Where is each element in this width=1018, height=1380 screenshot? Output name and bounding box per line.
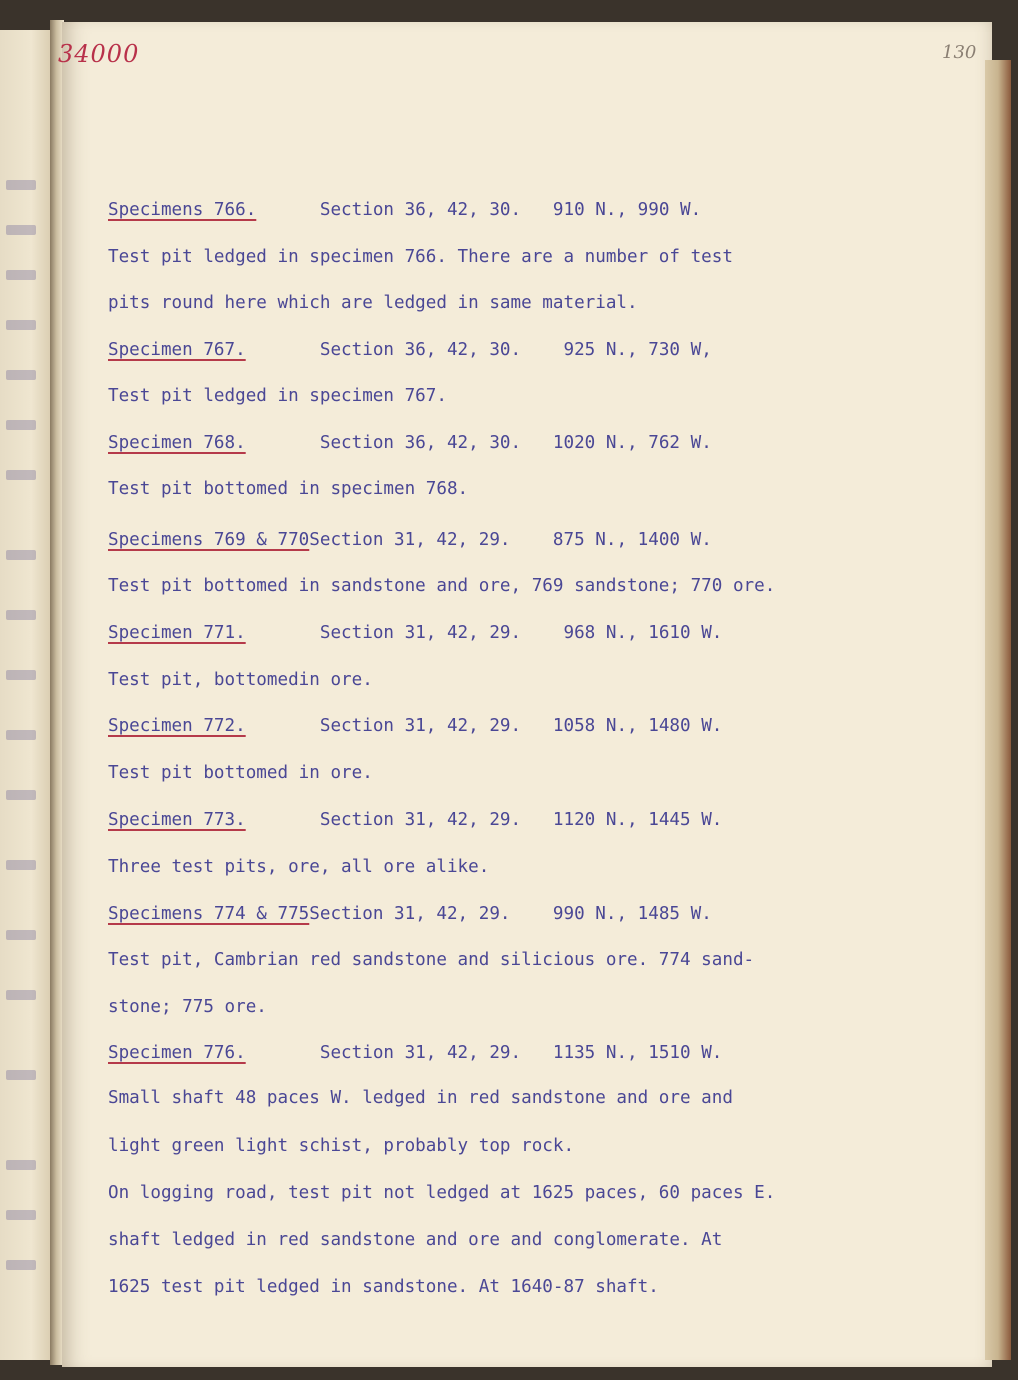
entry-note: shaft ledged in red sandstone and ore and conglomerate. At <box>108 1230 723 1250</box>
entry-note: light green light schist, probably top rock. <box>108 1136 575 1156</box>
section-ref: Section 31, 42, 29. <box>319 1043 522 1063</box>
entry-heading <box>108 528 712 552</box>
section-ref: Section 31, 42, 29. <box>319 810 522 830</box>
coordinates: 925 N., 730 W, <box>563 340 712 360</box>
section-ref: Section 31, 42, 29. <box>309 904 511 924</box>
entry-note: Test pit bottomed in sandstone and ore, 769 sandstone; 770 ore. <box>108 576 776 596</box>
entry-note: Test pit, Cambrian red sandstone and silicious ore. 774 sand- <box>108 950 755 970</box>
coordinates: 968 N., 1610 W. <box>563 623 723 643</box>
facing-page-edge <box>0 30 52 1360</box>
section-ref: Section 31, 42, 29. <box>309 530 511 550</box>
page-stack-edge <box>985 60 1011 1360</box>
entry-note: Test pit bottomed in specimen 768. <box>108 479 469 499</box>
section-ref: Section 31, 42, 29. <box>319 716 522 736</box>
coordinates: 1020 N., 762 W. <box>552 433 712 453</box>
entry-heading <box>108 1041 722 1065</box>
entry-heading <box>108 338 712 362</box>
entry-note: Test pit bottomed in ore. <box>108 763 373 783</box>
entry-note: Test pit ledged in specimen 767. <box>108 386 447 406</box>
coordinates: 910 N., 990 W. <box>552 200 702 220</box>
section-ref: Section 36, 42, 30. <box>319 200 522 220</box>
section-ref: Section 36, 42, 30. <box>319 433 522 453</box>
coordinates: 990 N., 1485 W. <box>552 904 712 924</box>
entry-note: Small shaft 48 paces W. ledged in red sandstone and ore and <box>108 1088 733 1108</box>
specimen-label: Specimen 767. <box>108 340 246 360</box>
entry-note: Three test pits, ore, all ore alike. <box>108 857 490 877</box>
specimen-label: Specimens 766. <box>108 200 257 220</box>
coordinates: 1058 N., 1480 W. <box>552 716 723 736</box>
entry-heading <box>108 198 701 222</box>
specimen-label: Specimen 771. <box>108 623 246 643</box>
coordinates: 1120 N., 1445 W. <box>552 810 723 830</box>
entry-note: stone; 775 ore. <box>108 997 267 1017</box>
page-number: 130 <box>942 42 977 63</box>
specimen-label: Specimen 776. <box>108 1043 246 1063</box>
coordinates: 1135 N., 1510 W. <box>552 1043 723 1063</box>
entry-heading <box>108 808 722 832</box>
specimen-label: Specimens 774 & 775 <box>108 904 310 924</box>
specimen-label: Specimen 773. <box>108 810 246 830</box>
specimen-label: Specimens 769 & 770 <box>108 530 310 550</box>
handwritten-corner-mark: 34000 <box>58 40 140 68</box>
specimen-label: Specimen 768. <box>108 433 246 453</box>
entry-note: Test pit, bottomedin ore. <box>108 670 373 690</box>
entry-heading <box>108 902 712 926</box>
coordinates: 875 N., 1400 W. <box>552 530 712 550</box>
entry-heading <box>108 431 712 455</box>
section-ref: Section 31, 42, 29. <box>319 623 522 643</box>
specimen-label: Specimen 772. <box>108 716 246 736</box>
section-ref: Section 36, 42, 30. <box>319 340 522 360</box>
entry-note: On logging road, test pit not ledged at 1625 paces, 60 paces E. <box>108 1183 776 1203</box>
entry-heading <box>108 621 722 645</box>
entry-note: pits round here which are ledged in same material. <box>108 293 638 313</box>
entry-note: Test pit ledged in specimen 766. There are a number of test <box>108 247 733 267</box>
entry-note: 1625 test pit ledged in sandstone. At 1640-87 shaft. <box>108 1277 659 1297</box>
page-sheet <box>62 22 992 1367</box>
entry-heading <box>108 714 722 738</box>
typed-text-body <box>108 0 776 1297</box>
